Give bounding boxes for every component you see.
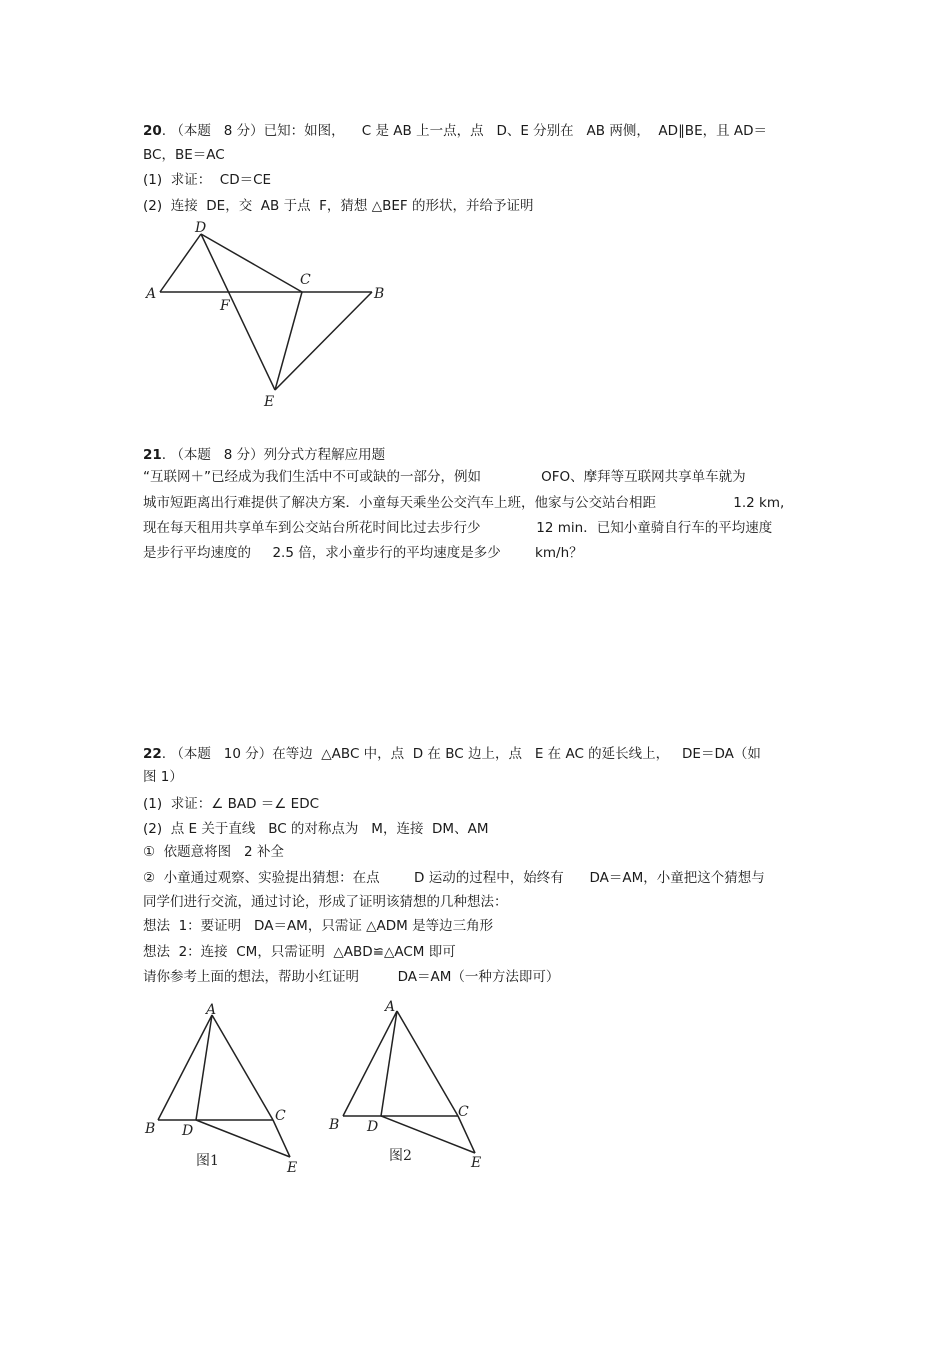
q20-figure [140,218,400,413]
fig1-label-e: E [287,1160,298,1176]
fig1-label-b: B [145,1121,156,1137]
q22-idea1: 想法 1：要证明 DA＝AM，只需证 △ADM 是等边三角形 [143,918,494,934]
fig1-label-a: A [206,1002,217,1018]
fig2-label-b: B [329,1117,340,1133]
q22-request: 请你参考上面的想法，帮助小红证明 DA＝AM（一种方法即可） [143,969,560,985]
q21-line4: 现在每天租用共享单车到公交站台所花时间比过去步行少 12 min．已知小童骑自行车的平均速度 [143,520,773,536]
q22-sub2a: ② 小童通过观察、实验提出猜想：在点 D 运动的过程中，始终有 DA＝AM，小童把这个猜想与 [143,870,765,886]
q20-label-b: B [374,286,385,302]
q20-line2: BC，BE＝AC [143,147,225,163]
q22-idea2: 想法 2：连接 CM，只需证明 △ABD≌△ACM 即可 [143,944,456,960]
fig2-label-d: D [367,1119,379,1135]
q22-sub2b: 同学们进行交流，通过讨论，形成了证明该猜想的几种想法： [143,894,508,910]
q22-figure-1 [140,1000,320,1180]
fig2-caption: 图2 [389,1148,412,1164]
q22-sub1: ① 依题意将图 2 补全 [143,844,284,860]
q22-number: 22 [143,746,162,762]
q20-label-c: C [300,272,311,288]
q22-line2: 图 1） [143,769,183,785]
fig1-label-d: D [182,1123,194,1139]
q20-number: 20 [143,123,162,139]
q21-line1: 21. （本题 8 分）列分式方程解应用题 [143,447,386,463]
fig2-label-a: A [385,999,396,1015]
q20-line1: 20. （本题 8 分）已知：如图， C 是 AB 上一点，点 D、E 分别在 AB 两侧， AD∥BE，且 AD＝ [143,123,768,139]
fig1-label-c: C [275,1108,286,1124]
fig2-label-c: C [458,1104,469,1120]
fig1-caption: 图1 [196,1153,219,1169]
q22-part1: (1) 求证：∠ BAD ＝∠ EDC [143,796,320,812]
q22-figure-2 [325,995,505,1175]
q21-line5: 是步行平均速度的 2.5 倍，求小童步行的平均速度是多少 km/h？ [143,545,583,561]
q22-line1: 22. （本题 10 分）在等边 △ABC 中，点 D 在 BC 边上，点 E 在 AC 的延长线上， DE＝DA（如 [143,746,761,762]
q20-label-e: E [264,394,275,410]
q20-label-f: F [220,298,230,314]
q21-number: 21 [143,447,162,463]
fig2-label-e: E [471,1155,482,1171]
q21-line3: 城市短距离出行难提供了解决方案．小童每天乘坐公交汽车上班，他家与公交站台相距 1.2 km, [143,495,785,511]
q20-part1: (1) 求证： CD＝CE [143,172,272,188]
q20-label-a: A [146,286,157,302]
q21-line2: “互联网＋”已经成为我们生活中不可或缺的一部分，例如 OFO、摩拜等互联网共享单车就为 [143,469,746,485]
q22-part2: (2) 点 E 关于直线 BC 的对称点为 M，连接 DM、AM [143,821,489,837]
q20-part2: (2) 连接 DE，交 AB 于点 F，猜想 △BEF 的形状，并给予证明 [143,198,534,214]
q20-label-d: D [195,220,207,236]
